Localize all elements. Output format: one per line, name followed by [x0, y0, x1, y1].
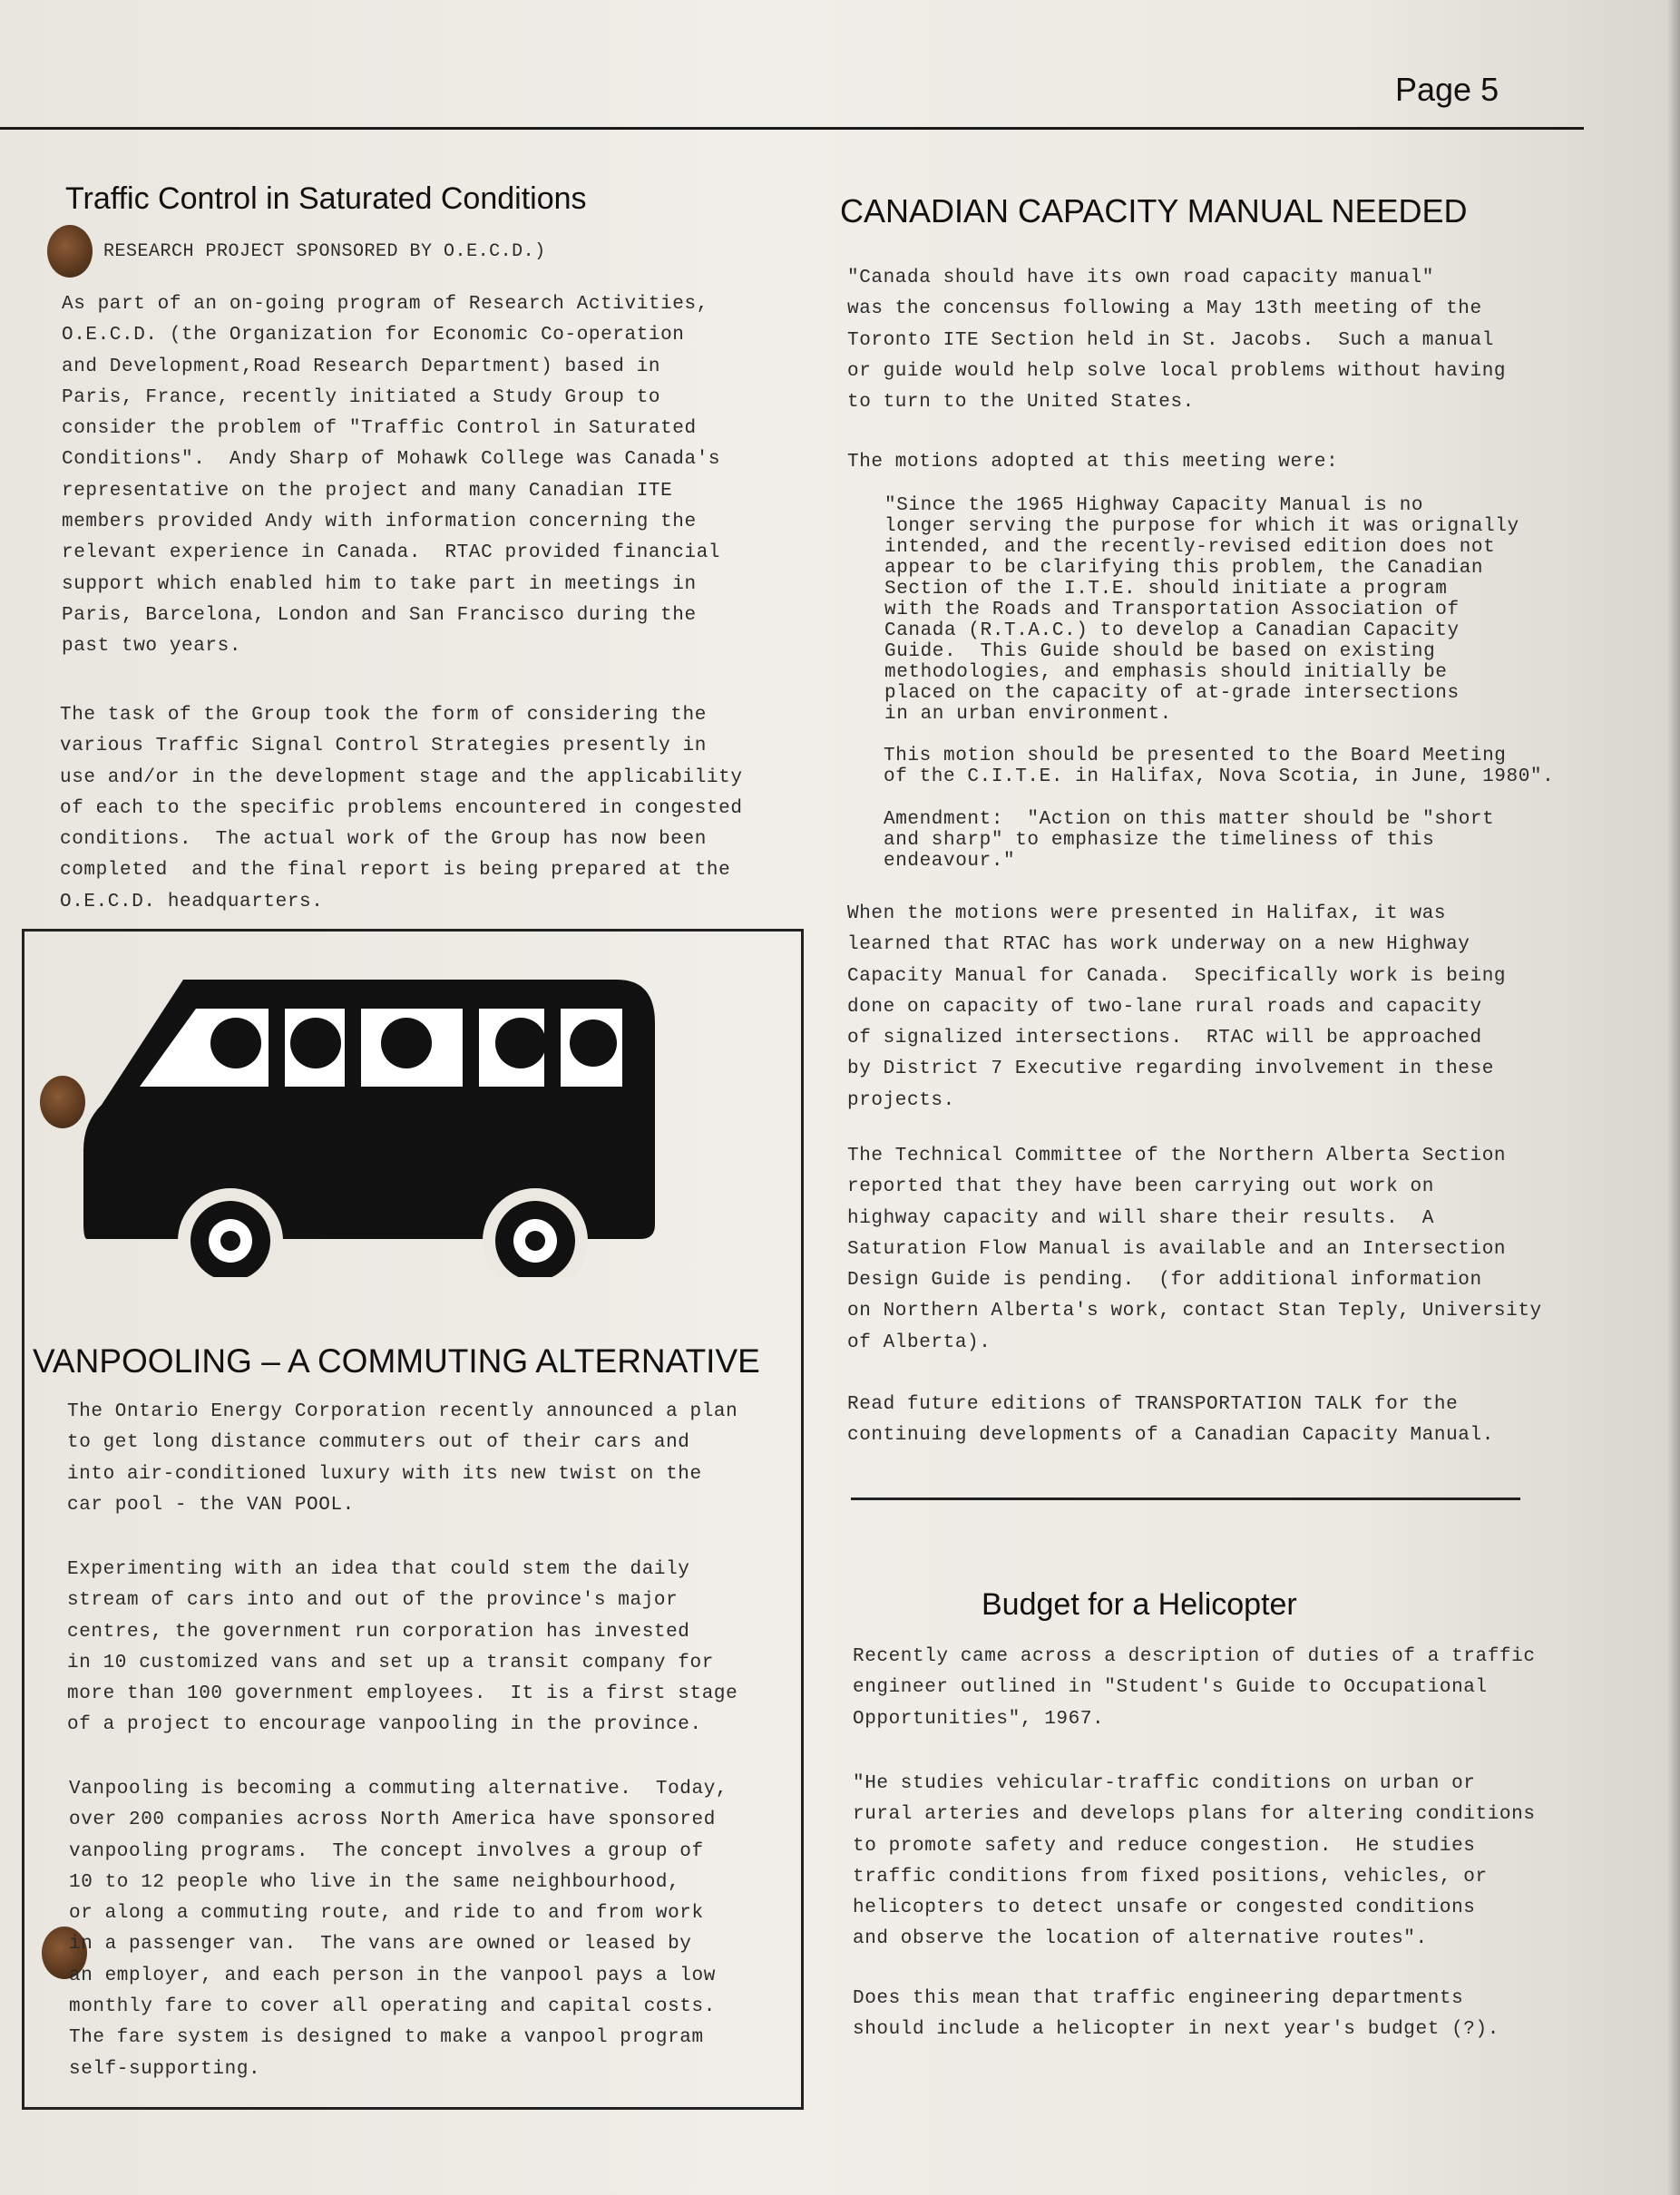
capacity-manual-paragraph-1: "Canada should have its own road capacity manual" was the concensus following a May 13th meeting of the Toronto ITE Section held in St. Jacobs. Such a manual or guide would help solve local problems without having to turn to the United States.	[847, 268, 1507, 414]
traffic-control-paragraph-2: The task of the Group took the form of considering the various Traffic Signal Control Strategies presently in use and/or in the development stage and the applicability of each to the specific problems encountered in congested conditions. The actual work of the Group has now been completed and the final report is being prepared at the O.E.C.D. headquarters.	[60, 705, 743, 912]
motions-intro: The motions adopted at this meeting were:	[847, 452, 1339, 473]
traffic-control-title: Traffic Control in Saturated Conditions	[65, 181, 587, 216]
traffic-control-paragraph-1: As part of an on-going program of Research Activities, O.E.C.D. (the Organization for Economic Co-operation and Development,Road Research Department) based in Paris, France, recently initiated a Study Group to consider the problem of "Traffic Control in Saturated Conditions". Andy Sharp of Mohawk College was Canada's representative on the project and many Canadian ITE members provided Andy with information concerning the relevant experience in Canada. RTAC provided financial support which enabled him to take part in meetings in Paris, Barcelona, London and San Francisco during the past two years.	[62, 294, 721, 658]
motion-text-2: This motion should be presented to the Board Meeting of the C.I.T.E. in Halifax, Nova Scotia, in June, 1980".	[884, 746, 1555, 787]
vanpooling-title: VANPOOLING – A COMMUTING ALTERNATIVE	[33, 1342, 760, 1380]
helicopter-title: Budget for a Helicopter	[982, 1587, 1297, 1622]
vanpooling-paragraph-2: Experimenting with an idea that could stem the daily stream of cars into and out of the province's major centres, the government run corporation has invested in 10 customized vans and set up a transit company for more than 100 government employees. It is a first stage of a project to encourage vanpooling in the province.	[67, 1559, 738, 1736]
capacity-manual-title: CANADIAN CAPACITY MANUAL NEEDED	[840, 192, 1468, 229]
motion-text-1: "Since the 1965 Highway Capacity Manual is no longer serving the purpose for which it was orignally intended, and the recently-revised edition does not appear to be clarifying this problem, the Canadian Section of the I.T.E. should initiate a program with the Roads and Transportation Association of Canada (R.T.A.C.) to develop a Canadian Capacity Guide. This Guide should be based on existing methodologies, and emphasis should initially be placed on the capacity of at-grade intersections in an urban environment.	[884, 495, 1519, 725]
helicopter-paragraph-2: "He studies vehicular-traffic conditions on urban or rural arteries and develops plans for altering conditions to promote safety and reduce congestion. He studies traffic conditions from fixed positions, vehicles, or helicopters to detect unsafe or congested conditions and observe the location of alternative routes".	[853, 1773, 1536, 1950]
punch-hole-top	[47, 225, 93, 278]
capacity-manual-paragraph-4: Read future editions of TRANSPORTATION TALK for the continuing developments of a Canadian Capacity Manual.	[847, 1394, 1494, 1447]
header-rule	[0, 127, 1584, 130]
page-edge-shadow	[1667, 0, 1680, 2195]
vanpooling-paragraph-1: The Ontario Energy Corporation recently announced a plan to get long distance commuters out of their cars and into air-conditioned luxury with its new twist on the car pool - the VAN POOL.	[67, 1401, 738, 1516]
section-divider	[851, 1497, 1520, 1500]
van-icon	[82, 969, 662, 1277]
traffic-control-subtitle: RESEARCH PROJECT SPONSORED BY O.E.C.D.)	[103, 241, 546, 262]
helicopter-paragraph-1: Recently came across a description of duties of a traffic engineer outlined in "Student's Guide to Occupational Opportunities", 1967.	[853, 1646, 1536, 1730]
amendment-text: Amendment: "Action on this matter should be "short and sharp" to emphasize the timeliness of this endeavour."	[884, 809, 1495, 872]
helicopter-paragraph-3: Does this mean that traffic engineering departments should include a helicopter in next year's budget (?).	[853, 1988, 1499, 2041]
page-number: Page 5	[1395, 71, 1499, 108]
capacity-manual-paragraph-3: The Technical Committee of the Northern Alberta Section reported that they have been carrying out work on highway capacity and will share their results. A Saturation Flow Manual is available and an Intersection Design Guide is pending. (for additional information on Northern Alberta's work, contact Stan Teply, University of Alberta).	[847, 1146, 1542, 1353]
capacity-manual-paragraph-2: When the motions were presented in Halifax, it was learned that RTAC has work underway on a new Highway Capacity Manual for Canada. Specifically work is being done on capacity of two-lane rural roads and capacity of signalized intersections. RTAC will be approached by District 7 Executive regarding involvement in these projects.	[847, 903, 1507, 1111]
vanpooling-paragraph-3: Vanpooling is becoming a commuting alternative. Today, over 200 companies across North America have sponsored vanpooling programs. The concept involves a group of 10 to 12 people who live in the same neighbourhood, or along a commuting route, and ride to and from work in a passenger van. The vans are owned or leased by an employer, and each person in the vanpool pays a low monthly fare to cover all operating and capital costs. The fare system is designed to make a vanpool program self-supporting.	[69, 1779, 728, 2080]
